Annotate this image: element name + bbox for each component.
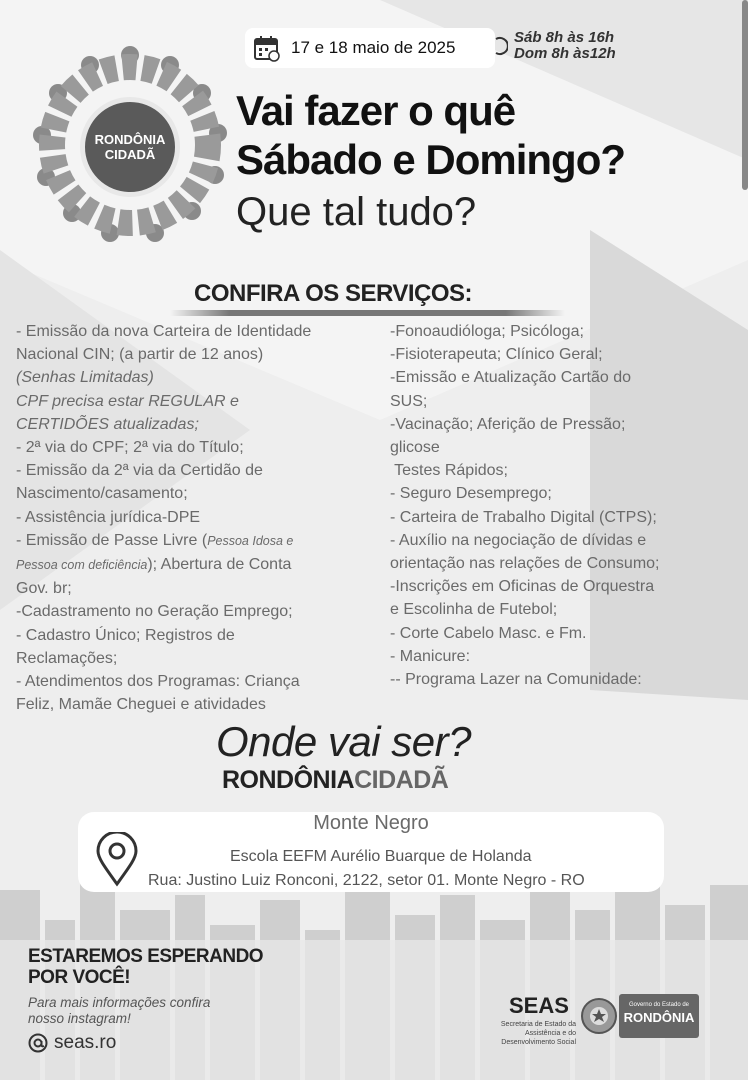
seas-sub-line2: Assistência e do Desenvolvimento Social — [501, 1030, 576, 1046]
logo-line1: RONDÔNIA — [94, 132, 166, 147]
opening-hours — [492, 30, 616, 62]
instagram-handle — [28, 1032, 116, 1054]
list-item: SUS; — [390, 392, 428, 410]
list-item: -Emissão e Atualização Cartão do — [390, 369, 632, 387]
list-item: - Seguro Desemprego; — [390, 485, 552, 503]
list-item: Feliz, Mamãe Cheguei e atividades — [16, 696, 266, 714]
instagram-username: seas.ro — [54, 1032, 117, 1053]
at-sign-icon — [28, 1033, 48, 1053]
headline-line2: Sábado e Domingo? — [236, 136, 626, 183]
list-item: orientação nas relações de Consumo; — [390, 555, 660, 573]
list-item: - Manicure: — [390, 647, 471, 665]
brand-wordmark — [222, 766, 448, 795]
list-item: - Assistência jurídica-DPE — [16, 508, 201, 526]
list-item: glicose — [390, 439, 440, 457]
info-line2: nosso instagram! — [28, 1011, 131, 1026]
headline-line3: Que tal tudo? — [236, 190, 477, 234]
list-item: - Auxílio na negociação de dívidas e — [390, 531, 647, 549]
hours-sunday: Dom 8h às12h — [514, 45, 616, 62]
list-item: - Atendimentos dos Programas: Criança — [16, 673, 300, 691]
list-item: -Inscrições em Oficinas de Orquestra — [390, 578, 655, 596]
list-item: - Cadastro Único; Registros de — [16, 626, 235, 644]
event-date: 17 e 18 maio de 2025 — [291, 38, 456, 57]
list-item: -Fisioterapeuta; Clínico Geral; — [390, 346, 603, 364]
list-item — [16, 553, 376, 577]
list-item: -Cadastramento no Geração Emprego; — [16, 603, 293, 621]
list-item-note: Pessoa Idosa e — [207, 533, 294, 548]
map-pin-icon — [94, 832, 140, 888]
section-underline — [170, 310, 565, 316]
services-list-right — [390, 320, 720, 691]
logo-line2: CIDADÃ — [104, 147, 156, 162]
list-item: Nacional CIN; (a partir de 12 anos) — [16, 346, 264, 364]
list-item: Testes Rápidos; — [390, 462, 508, 480]
list-item: -Vacinação; Aferição de Pressão; — [390, 415, 626, 433]
list-item: - Emissão da 2ª via da Certidão de — [16, 462, 263, 480]
brand-part-b: CIDADÃ — [354, 766, 449, 794]
list-item-text: - Emissão de Passe Livre ( — [16, 531, 208, 549]
rondonia-cidada-logo — [30, 45, 230, 245]
services-list-left — [16, 320, 376, 716]
location-address: Rua: Justino Luiz Ronconi, 2122, setor 01. Monte Negro - RO — [148, 872, 585, 889]
where-question: Onde vai ser? — [216, 718, 471, 765]
location-card — [78, 812, 664, 892]
list-item: -- Programa Lazer na Comunidade: — [390, 671, 642, 689]
government-logo — [619, 994, 699, 1038]
seas-sub-line1: Secretaria de Estado da — [500, 1021, 576, 1028]
list-item: Reclamações; — [16, 649, 118, 667]
list-item: -Fonoaudióloga; Psicóloga; — [390, 323, 584, 340]
list-item-note: Pessoa com deficiência — [16, 558, 148, 573]
logo-badge — [80, 97, 180, 197]
gov-top: Governo do Estado de — [628, 1002, 690, 1008]
calendar-icon — [253, 34, 281, 62]
location-city: Monte Negro — [313, 812, 429, 834]
wait-line1: ESTAREMOS ESPERANDO — [28, 946, 264, 967]
gov-name: RONDÔNIA — [623, 1010, 695, 1025]
list-item: e Escolinha de Futebol; — [390, 601, 558, 619]
list-item: - Emissão da nova Carteira de Identidade — [16, 323, 312, 340]
waiting-message — [28, 946, 263, 988]
clock-icon — [492, 36, 508, 56]
brand-part-a: RONDÔNIA — [222, 766, 355, 794]
list-item: - Carteira de Trabalho Digital (CTPS); — [390, 508, 657, 526]
services-title: CONFIRA OS SERVIÇOS: — [194, 280, 473, 307]
list-item: - Corte Cabelo Masc. e Fm. — [390, 624, 587, 642]
list-item-text: ); Abertura de Conta — [147, 556, 292, 574]
date-badge — [245, 28, 495, 68]
instagram-info — [28, 995, 210, 1027]
scrollbar[interactable] — [742, 0, 748, 190]
list-item: CPF precisa estar REGULAR e — [16, 392, 239, 410]
seas-logo: SEAS — [509, 993, 569, 1018]
location-school: Escola EEFM Aurélio Buarque de Holanda — [230, 848, 532, 865]
wait-line2: POR VOCÊ! — [28, 967, 131, 988]
headline-line1: Vai fazer o quê — [236, 87, 516, 134]
hours-saturday: Sáb 8h às 16h — [514, 29, 615, 46]
list-item: - 2ª via do CPF; 2ª via do Título; — [16, 439, 244, 457]
list-item: (Senhas Limitadas) — [16, 369, 154, 387]
state-seal-icon — [579, 996, 619, 1036]
seas-subtitle — [478, 1020, 576, 1047]
list-item: Gov. br; — [16, 580, 72, 598]
list-item: CERTIDÕES atualizadas; — [16, 415, 199, 433]
list-item: Nascimento/casamento; — [16, 485, 188, 503]
info-line1: Para mais informações confira — [28, 995, 211, 1010]
list-item — [16, 529, 376, 553]
